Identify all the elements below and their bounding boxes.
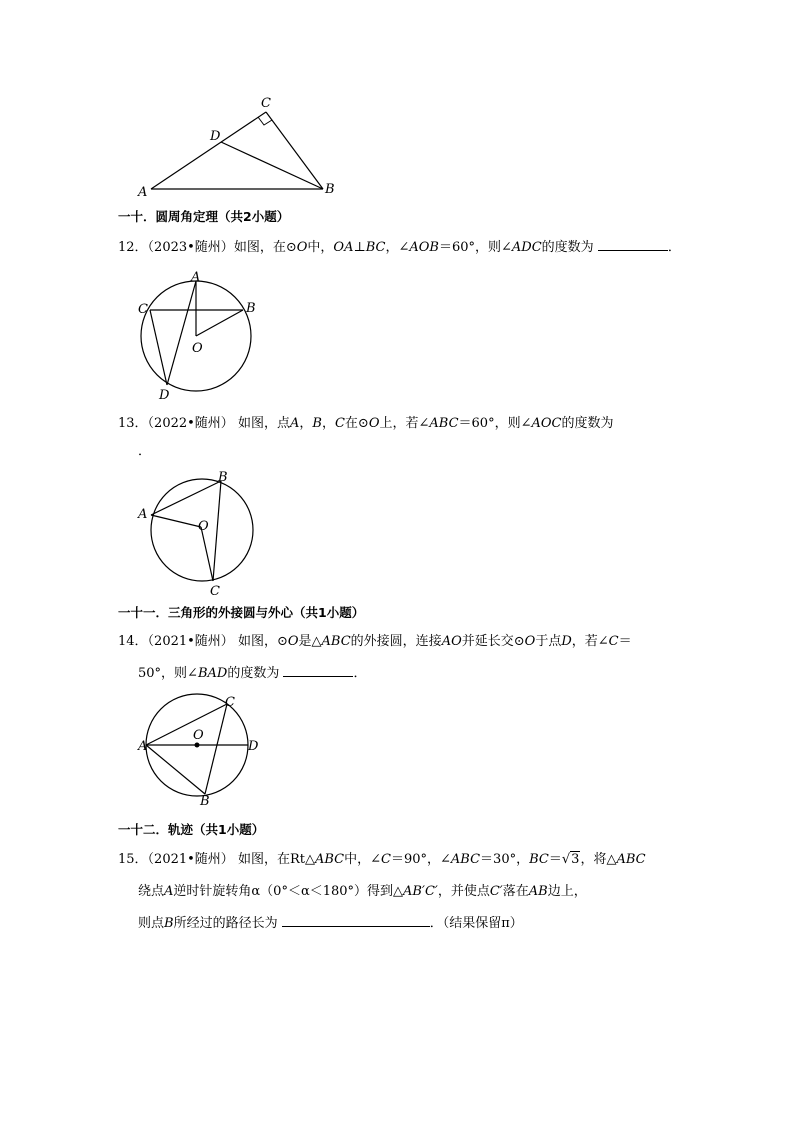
- question-12: 12．（2023•随州）如图，在⊙O中，OA⊥BC，∠AOB＝60°，则∠ADC的度数为 ．: [118, 234, 681, 262]
- q12-label-D: D: [159, 388, 170, 403]
- q12-label-B: B: [246, 301, 256, 316]
- q13-circle-figure: [130, 470, 270, 600]
- q13-label-C: C: [210, 584, 220, 599]
- q14-circle-figure: [130, 690, 270, 810]
- question-14-line1: 14．（2021•随州） 如图，⊙O是△ABC的外接圆，连接AO并延长交⊙O于点D，若∠C＝: [118, 634, 632, 649]
- q14-number: 14．: [118, 634, 148, 649]
- q14-answer-blank[interactable]: [283, 662, 353, 677]
- q13-label-O: O: [198, 519, 209, 534]
- triangle-figure-top: [130, 90, 350, 200]
- q12-label-A: A: [191, 270, 201, 285]
- q12-number: 12．: [118, 240, 148, 255]
- q13-label-A: A: [138, 507, 148, 522]
- question-15-line3: 则点B所经过的路径长为 ．（结果保留π）: [138, 910, 523, 938]
- label-C: C: [261, 96, 271, 111]
- question-13: 13．（2022•随州） 如图，点A，B，C在⊙O上，若∠ABC＝60°，则∠AOC的度数为: [118, 416, 614, 431]
- q14-label-O: O: [193, 728, 204, 743]
- q13-end: ．: [138, 444, 152, 459]
- q12-source: （2023•随州）: [147, 240, 234, 255]
- question-14-line2: 50°，则∠BAD的度数为 ．: [138, 660, 366, 688]
- q13-source: （2022•随州）: [147, 416, 234, 431]
- section-heading-12: 一十二．轨迹（共1小题）: [118, 822, 265, 837]
- section-heading-11: 一十一．三角形的外接圆与外心（共1小题）: [118, 605, 365, 620]
- question-15-line1: 15．（2021•随州） 如图，在Rt△ABC中，∠C＝90°，∠ABC＝30°，BC＝√3，将△ABC: [118, 846, 646, 874]
- q12-label-C: C: [138, 302, 148, 317]
- section-heading-10: 一十．圆周角定理（共2小题）: [118, 209, 290, 224]
- q14-label-B: B: [200, 794, 210, 809]
- q15-number: 15．: [118, 852, 148, 867]
- q12-answer-blank[interactable]: [598, 236, 668, 251]
- question-15-line2: 绕点A逆时针旋转角α（0°＜α＜180°）得到△AB′C′，并使点C′落在AB边上，: [138, 884, 587, 899]
- q15-source: （2021•随州）: [147, 852, 234, 867]
- q15-answer-blank[interactable]: [282, 912, 430, 927]
- q12-circle-figure: [130, 268, 270, 403]
- q12-label-O: O: [192, 341, 203, 356]
- q13-label-B: B: [218, 470, 228, 485]
- sqrt-symbol: √3: [561, 852, 580, 867]
- q14-source: （2021•随州）: [147, 634, 234, 649]
- q14-label-C: C: [225, 695, 235, 710]
- q14-label-D: D: [248, 739, 259, 754]
- q14-label-A: A: [138, 739, 148, 754]
- q13-number: 13．: [118, 416, 148, 431]
- label-A: A: [138, 185, 148, 200]
- label-B: B: [325, 182, 335, 197]
- label-D: D: [210, 129, 221, 144]
